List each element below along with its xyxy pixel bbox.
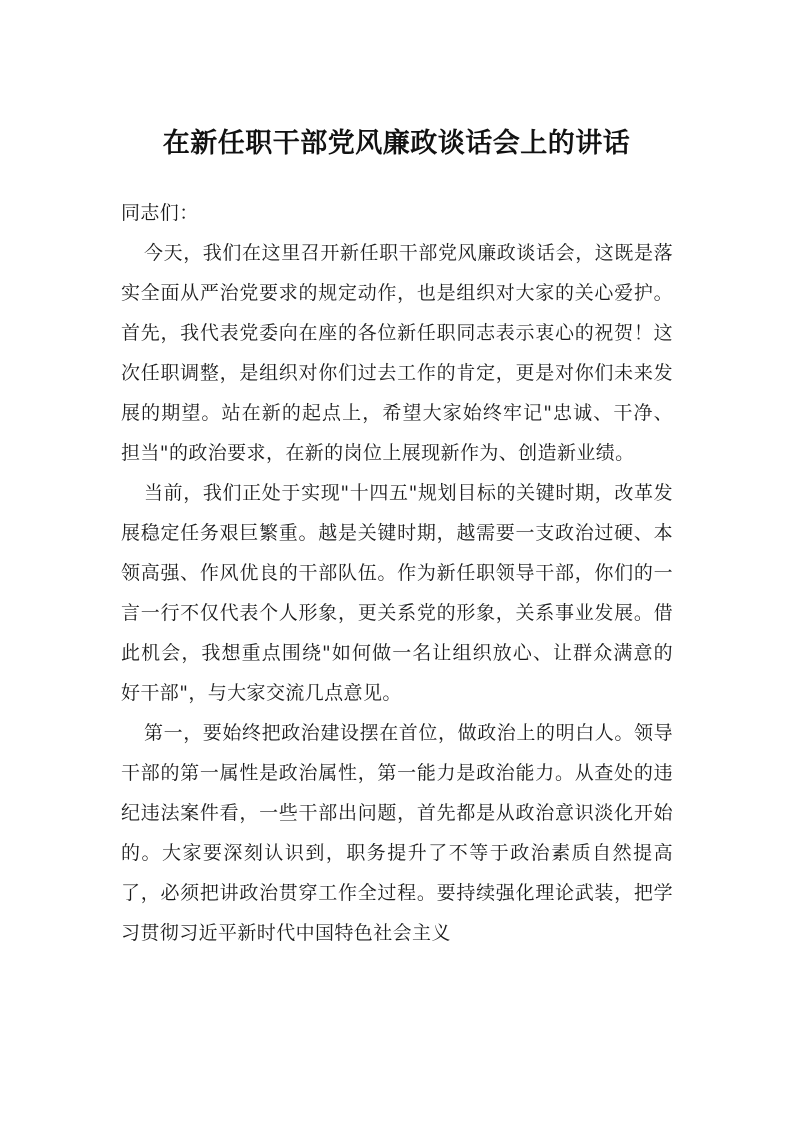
paragraph-1: 今天，我们在这里召开新任职干部党风廉政谈话会，这既是落实全面从严治党要求的规定动作，也是组织对大家的关心爱护。首先，我代表党委向在座的各位新任职同志表示衷心的祝贺！这次任职调整，是组织对你们过去工作的肯定，更是对你们未来发展的期望。站在新的起点上，希望大家始终牢记"忠诚、干净、担当"的政治要求，在新的岗位上展现新作为、创造新业绩。 <box>121 242 673 464</box>
paragraph-3: 第一，要始终把政治建设摆在首位，做政治上的明白人。领导干部的第一属性是政治属性，第一能力是政治能力。从查处的违纪违法案件看，一些干部出问题，首先都是从政治意识淡化开始的。大家要深刻认识到，职务提升了不等于政治素质自然提高了，必须把讲政治贯穿工作全过程。要持续强化理论武装，把学习贯彻习近平新时代中国特色社会主义 <box>121 722 673 944</box>
document-title: 在新任职干部党风廉政谈话会上的讲话 <box>162 128 631 159</box>
salutation: 同志们： <box>121 202 199 224</box>
document-body <box>121 193 673 953</box>
paragraph-2: 当前，我们正处于实现"十四五"规划目标的关键时期，改革发展稳定任务艰巨繁重。越是关键时期，越需要一支政治过硬、本领高强、作风优良的干部队伍。作为新任职领导干部，你们的一言一行不仅代表个人形象，更关系党的形象，关系事业发展。借此机会，我想重点围绕"如何做一名让组织放心、让群众满意的好干部"，与大家交流几点意见。 <box>121 482 673 704</box>
